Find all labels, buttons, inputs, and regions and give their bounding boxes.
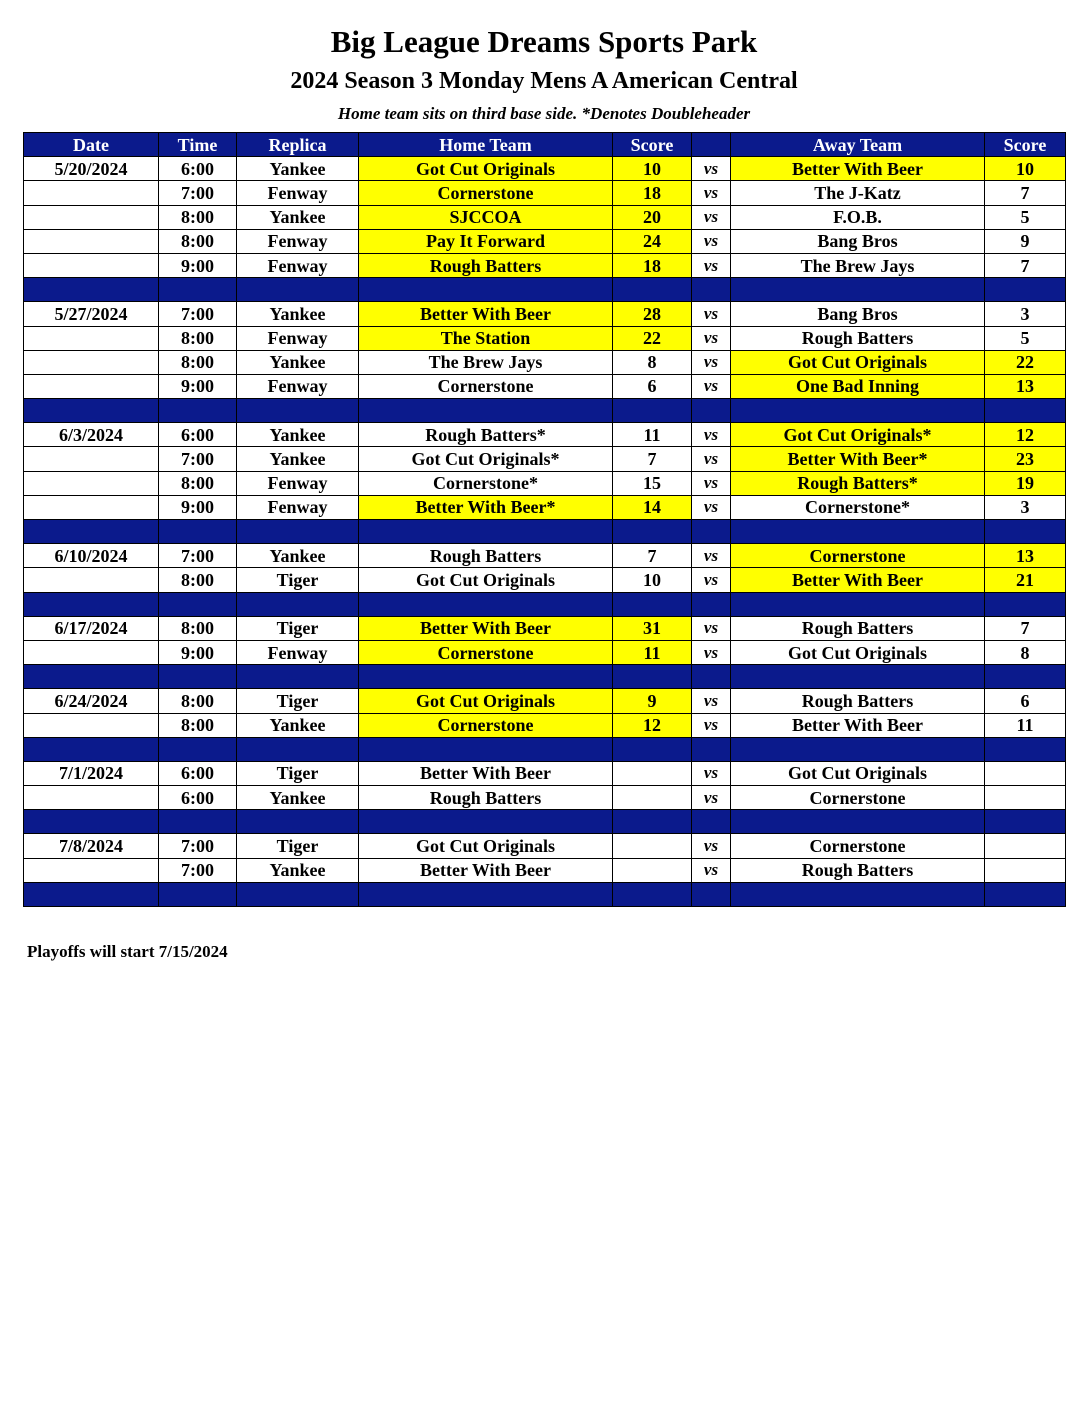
cell-time: 8:00	[159, 350, 237, 374]
separator-row	[24, 737, 1066, 761]
table-row	[24, 616, 1066, 640]
cell-away-score: 9	[985, 229, 1066, 253]
cell-replica: Tiger	[237, 616, 359, 640]
cell-away-team: F.O.B.	[731, 205, 985, 229]
cell-replica: Yankee	[237, 858, 359, 882]
cell-time: 8:00	[159, 689, 237, 713]
separator-row	[24, 592, 1066, 616]
separator-row	[24, 520, 1066, 544]
cell-replica: Fenway	[237, 374, 359, 398]
separator-cell	[159, 278, 237, 302]
cell-vs: vs	[692, 713, 731, 737]
separator-cell	[359, 520, 613, 544]
cell-time: 8:00	[159, 616, 237, 640]
separator-cell	[985, 665, 1066, 689]
separator-cell	[731, 592, 985, 616]
separator-cell	[985, 278, 1066, 302]
table-row	[24, 713, 1066, 737]
cell-away-team: Cornerstone	[731, 834, 985, 858]
cell-time: 7:00	[159, 302, 237, 326]
separator-cell	[359, 592, 613, 616]
separator-cell	[359, 882, 613, 906]
cell-vs: vs	[692, 616, 731, 640]
cell-away-score: 13	[985, 544, 1066, 568]
cell-away-team: Better With Beer	[731, 713, 985, 737]
cell-vs: vs	[692, 157, 731, 181]
separator-cell	[985, 737, 1066, 761]
cell-vs: vs	[692, 689, 731, 713]
cell-date: 5/20/2024	[24, 157, 159, 181]
separator-cell	[613, 665, 692, 689]
cell-time: 8:00	[159, 713, 237, 737]
cell-away-score: 3	[985, 302, 1066, 326]
cell-home-score	[613, 834, 692, 858]
cell-date	[24, 229, 159, 253]
cell-away-team: The Brew Jays	[731, 253, 985, 277]
cell-away-team: Rough Batters	[731, 689, 985, 713]
cell-home-team: Better With Beer	[359, 616, 613, 640]
cell-away-score: 13	[985, 374, 1066, 398]
separator-cell	[692, 592, 731, 616]
cell-vs: vs	[692, 447, 731, 471]
cell-home-score: 8	[613, 350, 692, 374]
separator-cell	[237, 520, 359, 544]
playoffs-note: Playoffs will start 7/15/2024	[27, 942, 228, 961]
cell-replica: Yankee	[237, 423, 359, 447]
cell-away-score: 11	[985, 713, 1066, 737]
table-row	[24, 495, 1066, 519]
col-header-replica: Replica	[237, 133, 359, 157]
cell-home-score: 24	[613, 229, 692, 253]
schedule-table	[23, 132, 1066, 907]
cell-away-team: Got Cut Originals*	[731, 423, 985, 447]
cell-home-team: Cornerstone*	[359, 471, 613, 495]
cell-away-score: 19	[985, 471, 1066, 495]
separator-cell	[237, 592, 359, 616]
cell-home-score: 6	[613, 374, 692, 398]
separator-row	[24, 399, 1066, 423]
table-row	[24, 447, 1066, 471]
separator-row	[24, 278, 1066, 302]
cell-away-score: 7	[985, 253, 1066, 277]
separator-cell	[159, 665, 237, 689]
cell-home-score	[613, 761, 692, 785]
cell-away-team: Got Cut Originals	[731, 350, 985, 374]
cell-date	[24, 253, 159, 277]
cell-home-score: 9	[613, 689, 692, 713]
table-row	[24, 157, 1066, 181]
separator-cell	[613, 278, 692, 302]
separator-row	[24, 810, 1066, 834]
separator-row	[24, 665, 1066, 689]
cell-home-team: Got Cut Originals	[359, 689, 613, 713]
cell-home-team: Rough Batters	[359, 253, 613, 277]
cell-home-team: Rough Batters	[359, 544, 613, 568]
doubleheader-note: Home team sits on third base side. *Denotes Doubleheader	[337, 104, 751, 123]
cell-replica: Fenway	[237, 495, 359, 519]
cell-away-team: Rough Batters	[731, 616, 985, 640]
cell-home-score	[613, 786, 692, 810]
separator-cell	[237, 278, 359, 302]
cell-replica: Yankee	[237, 350, 359, 374]
cell-replica: Yankee	[237, 786, 359, 810]
cell-date: 5/27/2024	[24, 302, 159, 326]
separator-cell	[237, 737, 359, 761]
separator-cell	[731, 810, 985, 834]
cell-away-team: Rough Batters	[731, 326, 985, 350]
separator-cell	[613, 810, 692, 834]
separator-cell	[985, 520, 1066, 544]
cell-home-score: 18	[613, 181, 692, 205]
cell-time: 9:00	[159, 495, 237, 519]
cell-date	[24, 786, 159, 810]
cell-vs: vs	[692, 495, 731, 519]
separator-row	[24, 882, 1066, 906]
cell-time: 7:00	[159, 858, 237, 882]
table-row	[24, 350, 1066, 374]
cell-replica: Tiger	[237, 834, 359, 858]
cell-date	[24, 713, 159, 737]
cell-replica: Fenway	[237, 640, 359, 664]
col-header-date: Date	[24, 133, 159, 157]
separator-cell	[159, 882, 237, 906]
cell-home-score: 10	[613, 568, 692, 592]
cell-replica: Tiger	[237, 568, 359, 592]
table-row	[24, 786, 1066, 810]
cell-home-score: 12	[613, 713, 692, 737]
cell-time: 7:00	[159, 181, 237, 205]
cell-away-team: Got Cut Originals	[731, 640, 985, 664]
separator-cell	[985, 810, 1066, 834]
cell-home-score: 15	[613, 471, 692, 495]
cell-home-score	[613, 858, 692, 882]
cell-date	[24, 350, 159, 374]
cell-time: 6:00	[159, 423, 237, 447]
cell-home-team: Better With Beer*	[359, 495, 613, 519]
separator-cell	[237, 882, 359, 906]
cell-home-team: Got Cut Originals	[359, 568, 613, 592]
cell-away-team: Cornerstone	[731, 544, 985, 568]
separator-cell	[237, 399, 359, 423]
separator-cell	[692, 882, 731, 906]
separator-cell	[613, 882, 692, 906]
separator-cell	[613, 737, 692, 761]
separator-cell	[359, 278, 613, 302]
cell-time: 6:00	[159, 786, 237, 810]
cell-home-score: 14	[613, 495, 692, 519]
cell-replica: Tiger	[237, 689, 359, 713]
cell-replica: Yankee	[237, 157, 359, 181]
cell-date	[24, 568, 159, 592]
separator-cell	[731, 882, 985, 906]
separator-cell	[237, 665, 359, 689]
cell-home-score: 20	[613, 205, 692, 229]
cell-time: 9:00	[159, 253, 237, 277]
separator-cell	[985, 399, 1066, 423]
separator-cell	[24, 737, 159, 761]
cell-away-team: Bang Bros	[731, 302, 985, 326]
separator-cell	[359, 810, 613, 834]
cell-away-team: Rough Batters	[731, 858, 985, 882]
cell-vs: vs	[692, 640, 731, 664]
cell-away-score: 7	[985, 181, 1066, 205]
separator-cell	[24, 592, 159, 616]
cell-time: 8:00	[159, 568, 237, 592]
cell-vs: vs	[692, 471, 731, 495]
cell-date	[24, 326, 159, 350]
cell-replica: Fenway	[237, 229, 359, 253]
table-row	[24, 326, 1066, 350]
cell-away-score	[985, 858, 1066, 882]
table-row	[24, 834, 1066, 858]
cell-vs: vs	[692, 786, 731, 810]
col-header-away-score: Score	[985, 133, 1066, 157]
cell-away-score: 5	[985, 326, 1066, 350]
cell-home-team: Got Cut Originals	[359, 834, 613, 858]
col-header-vs	[692, 133, 731, 157]
cell-home-team: Got Cut Originals	[359, 157, 613, 181]
cell-date	[24, 374, 159, 398]
cell-vs: vs	[692, 423, 731, 447]
separator-cell	[692, 737, 731, 761]
cell-home-score: 7	[613, 447, 692, 471]
table-row	[24, 423, 1066, 447]
cell-away-score	[985, 761, 1066, 785]
separator-cell	[159, 520, 237, 544]
cell-vs: vs	[692, 761, 731, 785]
cell-time: 6:00	[159, 157, 237, 181]
separator-cell	[159, 399, 237, 423]
cell-away-team: Bang Bros	[731, 229, 985, 253]
cell-time: 7:00	[159, 544, 237, 568]
cell-time: 7:00	[159, 834, 237, 858]
cell-away-team: Better With Beer	[731, 157, 985, 181]
table-row	[24, 302, 1066, 326]
cell-vs: vs	[692, 834, 731, 858]
cell-away-score: 12	[985, 423, 1066, 447]
cell-replica: Yankee	[237, 447, 359, 471]
separator-cell	[24, 665, 159, 689]
col-header-home-score: Score	[613, 133, 692, 157]
table-row	[24, 471, 1066, 495]
cell-time: 7:00	[159, 447, 237, 471]
table-row	[24, 568, 1066, 592]
cell-home-score: 31	[613, 616, 692, 640]
table-row	[24, 544, 1066, 568]
cell-vs: vs	[692, 229, 731, 253]
separator-cell	[359, 737, 613, 761]
cell-away-team: Cornerstone*	[731, 495, 985, 519]
table-row	[24, 374, 1066, 398]
cell-away-score: 23	[985, 447, 1066, 471]
cell-vs: vs	[692, 181, 731, 205]
cell-date	[24, 181, 159, 205]
cell-vs: vs	[692, 302, 731, 326]
table-row	[24, 761, 1066, 785]
cell-away-team: Better With Beer	[731, 568, 985, 592]
cell-vs: vs	[692, 350, 731, 374]
cell-date: 6/3/2024	[24, 423, 159, 447]
cell-date	[24, 205, 159, 229]
cell-away-team: Got Cut Originals	[731, 761, 985, 785]
cell-home-team: Cornerstone	[359, 181, 613, 205]
cell-time: 8:00	[159, 471, 237, 495]
separator-cell	[731, 399, 985, 423]
table-row	[24, 689, 1066, 713]
cell-replica: Fenway	[237, 253, 359, 277]
cell-home-score: 11	[613, 423, 692, 447]
cell-away-team: One Bad Inning	[731, 374, 985, 398]
cell-date: 6/10/2024	[24, 544, 159, 568]
cell-away-score: 22	[985, 350, 1066, 374]
cell-away-score: 5	[985, 205, 1066, 229]
table-row	[24, 205, 1066, 229]
cell-home-team: Rough Batters*	[359, 423, 613, 447]
separator-cell	[985, 882, 1066, 906]
cell-home-team: Better With Beer	[359, 761, 613, 785]
cell-time: 8:00	[159, 229, 237, 253]
cell-date: 6/24/2024	[24, 689, 159, 713]
separator-cell	[692, 665, 731, 689]
cell-date: 7/1/2024	[24, 761, 159, 785]
cell-home-score: 10	[613, 157, 692, 181]
cell-home-team: Cornerstone	[359, 713, 613, 737]
table-row	[24, 858, 1066, 882]
cell-away-team: Better With Beer*	[731, 447, 985, 471]
separator-cell	[731, 520, 985, 544]
col-header-home-team: Home Team	[359, 133, 613, 157]
separator-cell	[24, 520, 159, 544]
schedule-body	[24, 157, 1066, 907]
cell-replica: Fenway	[237, 471, 359, 495]
cell-away-score	[985, 834, 1066, 858]
cell-replica: Yankee	[237, 544, 359, 568]
table-row	[24, 229, 1066, 253]
cell-date: 7/8/2024	[24, 834, 159, 858]
cell-home-score: 7	[613, 544, 692, 568]
cell-away-score: 10	[985, 157, 1066, 181]
cell-home-team: Cornerstone	[359, 640, 613, 664]
separator-cell	[731, 737, 985, 761]
cell-away-score: 6	[985, 689, 1066, 713]
cell-vs: vs	[692, 326, 731, 350]
cell-date	[24, 640, 159, 664]
separator-cell	[731, 278, 985, 302]
cell-date: 6/17/2024	[24, 616, 159, 640]
separator-cell	[24, 882, 159, 906]
cell-home-team: Cornerstone	[359, 374, 613, 398]
page-subtitle: 2024 Season 3 Monday Mens A American Central	[290, 68, 798, 94]
cell-replica: Tiger	[237, 761, 359, 785]
cell-home-score: 11	[613, 640, 692, 664]
cell-date	[24, 447, 159, 471]
separator-cell	[692, 399, 731, 423]
cell-home-score: 22	[613, 326, 692, 350]
cell-home-team: Better With Beer	[359, 302, 613, 326]
cell-vs: vs	[692, 205, 731, 229]
cell-vs: vs	[692, 374, 731, 398]
separator-cell	[24, 399, 159, 423]
cell-replica: Yankee	[237, 713, 359, 737]
cell-home-team: Rough Batters	[359, 786, 613, 810]
cell-away-team: The J-Katz	[731, 181, 985, 205]
col-header-time: Time	[159, 133, 237, 157]
separator-cell	[159, 810, 237, 834]
cell-replica: Fenway	[237, 181, 359, 205]
cell-away-score: 3	[985, 495, 1066, 519]
table-row	[24, 181, 1066, 205]
cell-away-team: Rough Batters*	[731, 471, 985, 495]
cell-time: 8:00	[159, 326, 237, 350]
separator-cell	[613, 399, 692, 423]
cell-replica: Yankee	[237, 302, 359, 326]
cell-home-team: The Station	[359, 326, 613, 350]
separator-cell	[359, 399, 613, 423]
cell-time: 8:00	[159, 205, 237, 229]
separator-cell	[24, 278, 159, 302]
cell-home-score: 28	[613, 302, 692, 326]
cell-date	[24, 858, 159, 882]
table-header-row	[24, 133, 1066, 157]
cell-time: 6:00	[159, 761, 237, 785]
cell-away-score: 8	[985, 640, 1066, 664]
cell-home-team: Better With Beer	[359, 858, 613, 882]
table-row	[24, 253, 1066, 277]
separator-cell	[731, 665, 985, 689]
separator-cell	[159, 737, 237, 761]
cell-home-team: SJCCOA	[359, 205, 613, 229]
separator-cell	[237, 810, 359, 834]
cell-replica: Yankee	[237, 205, 359, 229]
page-title: Big League Dreams Sports Park	[330, 24, 758, 59]
table-row	[24, 640, 1066, 664]
separator-cell	[24, 810, 159, 834]
cell-home-team: Pay It Forward	[359, 229, 613, 253]
cell-away-score: 21	[985, 568, 1066, 592]
col-header-away-team: Away Team	[731, 133, 985, 157]
separator-cell	[692, 520, 731, 544]
cell-replica: Fenway	[237, 326, 359, 350]
separator-cell	[985, 592, 1066, 616]
separator-cell	[159, 592, 237, 616]
cell-time: 9:00	[159, 640, 237, 664]
separator-cell	[692, 810, 731, 834]
cell-away-score	[985, 786, 1066, 810]
separator-cell	[613, 520, 692, 544]
separator-cell	[613, 592, 692, 616]
cell-home-team: The Brew Jays	[359, 350, 613, 374]
separator-cell	[359, 665, 613, 689]
cell-date	[24, 495, 159, 519]
cell-home-score: 18	[613, 253, 692, 277]
cell-vs: vs	[692, 568, 731, 592]
separator-cell	[692, 278, 731, 302]
cell-date	[24, 471, 159, 495]
cell-vs: vs	[692, 253, 731, 277]
cell-home-team: Got Cut Originals*	[359, 447, 613, 471]
cell-vs: vs	[692, 858, 731, 882]
cell-vs: vs	[692, 544, 731, 568]
cell-time: 9:00	[159, 374, 237, 398]
cell-away-team: Cornerstone	[731, 786, 985, 810]
cell-away-score: 7	[985, 616, 1066, 640]
